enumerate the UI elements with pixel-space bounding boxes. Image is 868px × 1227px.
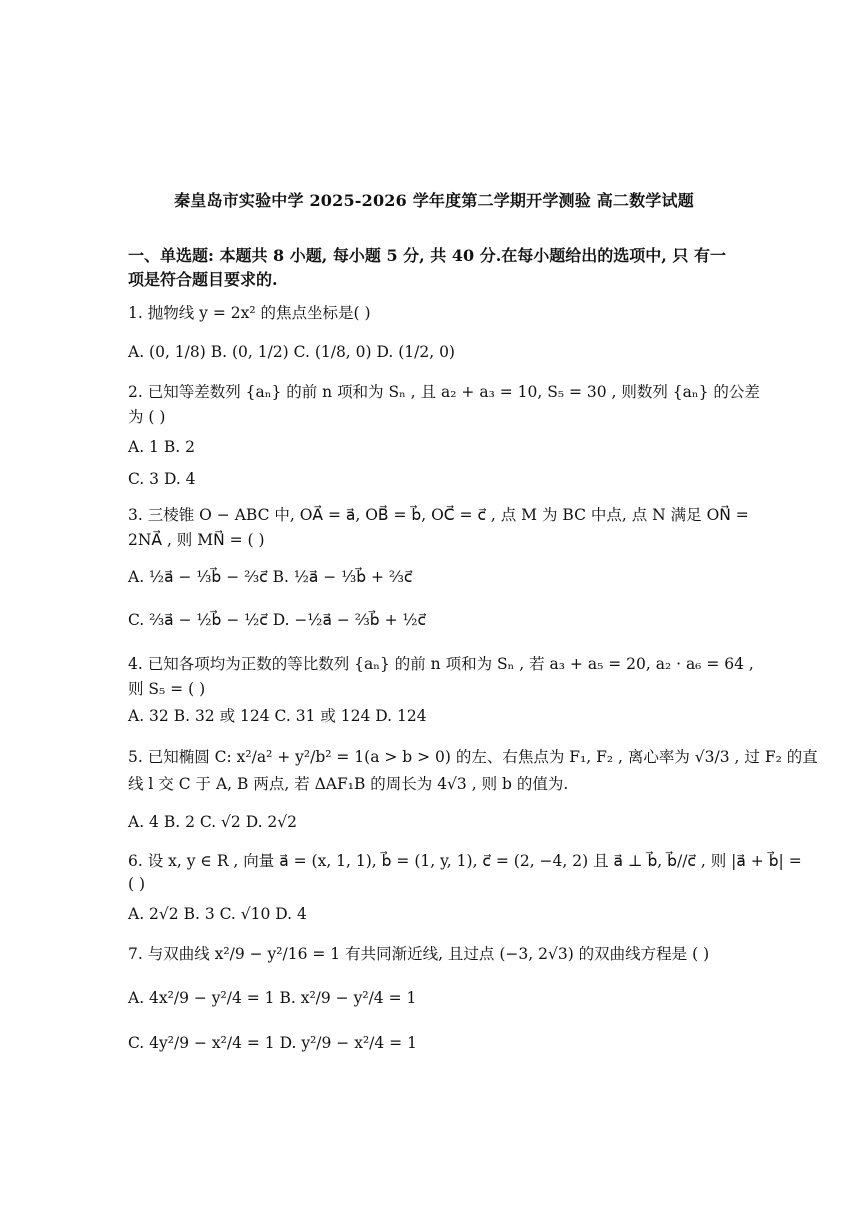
question-3-options-line-1: A. ½a⃗ − ⅓b⃗ − ⅔c⃗ B. ½a⃗ − ⅓b⃗ + ⅔c⃗ bbox=[128, 568, 413, 586]
question-4-options: A. 32 B. 32 或 124 C. 31 或 124 D. 124 bbox=[128, 707, 427, 725]
question-6-options: A. 2√2 B. 3 C. √10 D. 4 bbox=[128, 905, 307, 923]
question-1-options: A. (0, 1/8) B. (0, 1/2) C. (1/8, 0) D. (1/2, 0) bbox=[128, 343, 455, 361]
question-4-stem-line-2: 则 S₅ = ( ) bbox=[128, 680, 206, 698]
question-3-stem-line-1: 3. 三棱锥 O − ABC 中, OA⃗ = a⃗, OB⃗ = b⃗, OC⃗ = c⃗ , 点 M 为 BC 中点, 点 N 满足 ON⃗ = bbox=[128, 506, 749, 524]
question-7-stem: 7. 与双曲线 x²/9 − y²/16 = 1 有共同渐近线, 且过点 (−3, 2√3) 的双曲线方程是 ( ) bbox=[128, 945, 710, 963]
question-2-stem-line-2: 为 ( ) bbox=[128, 408, 166, 426]
question-4-stem-line-1: 4. 已知各项均为正数的等比数列 {aₙ} 的前 n 项和为 Sₙ , 若 a₃ + a₅ = 20, a₂ · a₆ = 64 , bbox=[128, 655, 754, 673]
question-3-options-line-2: C. ⅔a⃗ − ½b⃗ − ½c⃗ D. −½a⃗ − ⅔b⃗ + ½c⃗ bbox=[128, 611, 427, 629]
question-7-options-line-1: A. 4x²/9 − y²/4 = 1 B. x²/9 − y²/4 = 1 bbox=[128, 989, 417, 1007]
question-3-stem-line-2: 2NA⃗ , 则 MN⃗ = ( ) bbox=[128, 531, 265, 549]
question-6-stem-line-1: 6. 设 x, y ∈ R , 向量 a⃗ = (x, 1, 1), b⃗ = (1, y, 1), c⃗ = (2, −4, 2) 且 a⃗ ⊥ b⃗, b⃗//c⃗ , 则 |a⃗ + b⃗| = bbox=[128, 852, 802, 870]
page-title: 秦皇岛市实验中学 2025-2026 学年度第二学期开学测验 高二数学试题 bbox=[174, 191, 694, 210]
question-1-stem: 1. 抛物线 y = 2x² 的焦点坐标是( ) bbox=[128, 304, 371, 322]
question-2-options-line-2: C. 3 D. 4 bbox=[128, 470, 196, 488]
question-5-stem-line-2: 线 l 交 C 于 A, B 两点, 若 ΔAF₁B 的周长为 4√3 , 则 b 的值为. bbox=[128, 775, 569, 793]
question-2-options-line-1: A. 1 B. 2 bbox=[128, 438, 195, 456]
question-2-stem-line-1: 2. 已知等差数列 {aₙ} 的前 n 项和为 Sₙ , 且 a₂ + a₃ = 10, S₅ = 30 , 则数列 {aₙ} 的公差 bbox=[128, 383, 760, 401]
question-5-stem-line-1: 5. 已知椭圆 C: x²/a² + y²/b² = 1(a > b > 0) 的左、右焦点为 F₁, F₂ , 离心率为 √3/3 , 过 F₂ 的直 bbox=[128, 748, 818, 766]
section-heading bbox=[128, 244, 748, 292]
question-7-options-line-2: C. 4y²/9 − x²/4 = 1 D. y²/9 − x²/4 = 1 bbox=[128, 1034, 417, 1052]
question-5-options: A. 4 B. 2 C. √2 D. 2√2 bbox=[128, 813, 298, 831]
question-6-stem-line-2: ( ) bbox=[128, 875, 146, 893]
section-heading-line-2: 项是符合题目要求的. bbox=[128, 270, 278, 289]
section-heading-line-1: 一、单选题: 本题共 8 小题, 每小题 5 分, 共 40 分.在每小题给出的选项中, 只 有一 bbox=[128, 246, 726, 265]
